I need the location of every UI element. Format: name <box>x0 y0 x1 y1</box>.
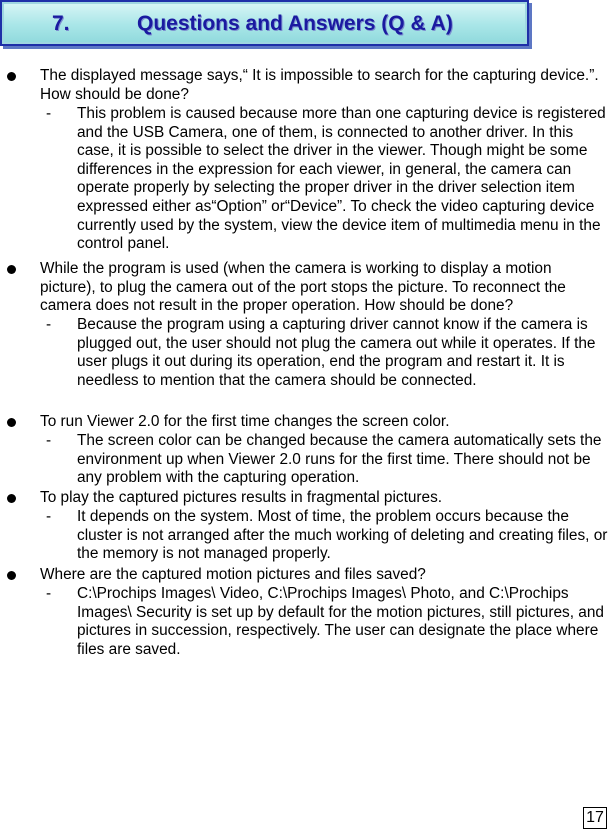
section-number: 7. <box>52 12 70 35</box>
answer-text: This problem is caused because more than one capturing device is registered and the USB Camera, one of them, is connected to another driver. In this case, it is possible to select the driver in the viewer. Though might be some differences in the expression for each viewer, in general, the camera can operate properly by selecting the proper driver in the driver selection item expressed either as“Option” or“Device”. To check the video capturing device currently used by the system, view the device item of multimedia menu in the control panel. <box>77 105 606 253</box>
answer-dash: - <box>46 105 52 122</box>
bullet-icon <box>7 494 16 503</box>
answer-dash: - <box>46 585 52 602</box>
section-header <box>0 0 529 46</box>
answer-text: Because the program using a capturing driver cannot know if the camera is plugged out, the user should not plug the camera out while it operates. If the user plugs it out during its operation, end the program and restart it. It is needless to mention that the camera should be connected. <box>77 316 596 389</box>
answer-text: It depends on the system. Most of time, the problem occurs because the cluster is not arranged after the much working of deleting and creating files, or the memory is not managed properly. <box>77 508 608 563</box>
page-number: 17 <box>583 807 607 829</box>
question-text: Where are the captured motion pictures and files saved? <box>40 566 426 583</box>
question-text: To play the captured pictures results in fragmental pictures. <box>40 489 443 506</box>
question-text: While the program is used (when the camera is working to display a motion picture), to plug the camera out of the port stops the picture. To reconnect the camera does not result in the proper operation. How should be done? <box>40 260 566 315</box>
answer-text: C:\Prochips Images\ Video, C:\Prochips Images\ Photo, and C:\Prochips Images\ Security is set up by default for the motion pictures, still pictures, and pictures in succession, respectively. The user can designate the place where files are saved. <box>77 585 604 658</box>
bullet-icon <box>7 265 16 274</box>
question-text: The displayed message says,“ It is impossible to search for the capturing device.”. How should be done? <box>40 67 599 103</box>
answer-dash: - <box>46 432 52 449</box>
answer-dash: - <box>46 316 52 333</box>
bullet-icon <box>7 72 16 81</box>
section-title: Questions and Answers (Q & A) <box>137 12 453 35</box>
answer-text: The screen color can be changed because the camera automatically sets the environment up when Viewer 2.0 runs for the first time. There should not be any problem with the capturing operation. <box>77 432 602 487</box>
bullet-icon <box>7 418 16 427</box>
bullet-icon <box>7 571 16 580</box>
answer-dash: - <box>46 508 52 525</box>
question-text: To run Viewer 2.0 for the first time changes the screen color. <box>40 413 450 430</box>
